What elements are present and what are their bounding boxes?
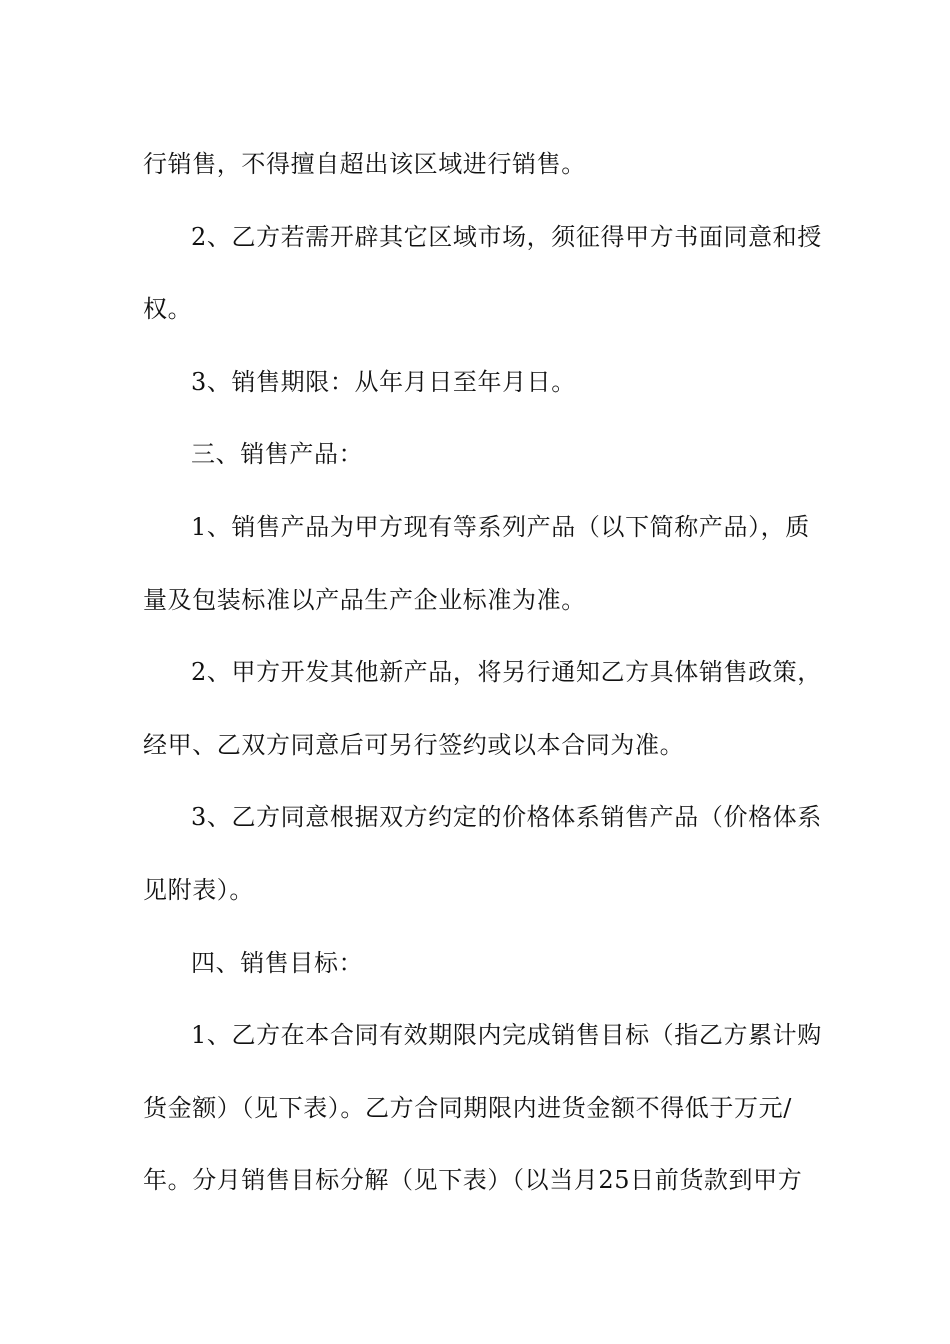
text-line: 2、甲方开发其他新产品，将另行通知乙方具体销售政策，: [191, 658, 822, 687]
text-line: 3、乙方同意根据双方约定的价格体系销售产品（价格体系: [191, 803, 822, 832]
text-line: 经甲、乙双方同意后可另行签约或以本合同为准。: [143, 730, 685, 759]
document-body: [143, 128, 822, 1217]
text-line: 见附表）。: [143, 875, 254, 904]
text-line: 3、销售期限：从年月日至年月日。: [191, 367, 576, 396]
text-line: 年。分月销售目标分解（见下表）（以当月25日前货款到甲方: [143, 1166, 803, 1195]
text-line: 2、乙方若需开辟其它区域市场，须征得甲方书面同意和授: [191, 222, 822, 251]
section-heading: 三、销售产品：: [191, 440, 364, 469]
text-line: 行销售，不得擅自超出该区域进行销售。: [143, 150, 586, 178]
text-line: 量及包装标准以产品生产企业标准为准。: [143, 585, 586, 614]
text-line: 权。: [143, 295, 193, 324]
text-line: 1、销售产品为甲方现有等系列产品（以下简称产品），质: [191, 512, 810, 541]
section-heading: 四、销售目标：: [191, 948, 364, 977]
text-line: 货金额）（见下表）。乙方合同期限内进货金额不得低于万元/: [143, 1093, 792, 1122]
text-line: 1、乙方在本合同有效期限内完成销售目标（指乙方累计购: [191, 1021, 822, 1050]
